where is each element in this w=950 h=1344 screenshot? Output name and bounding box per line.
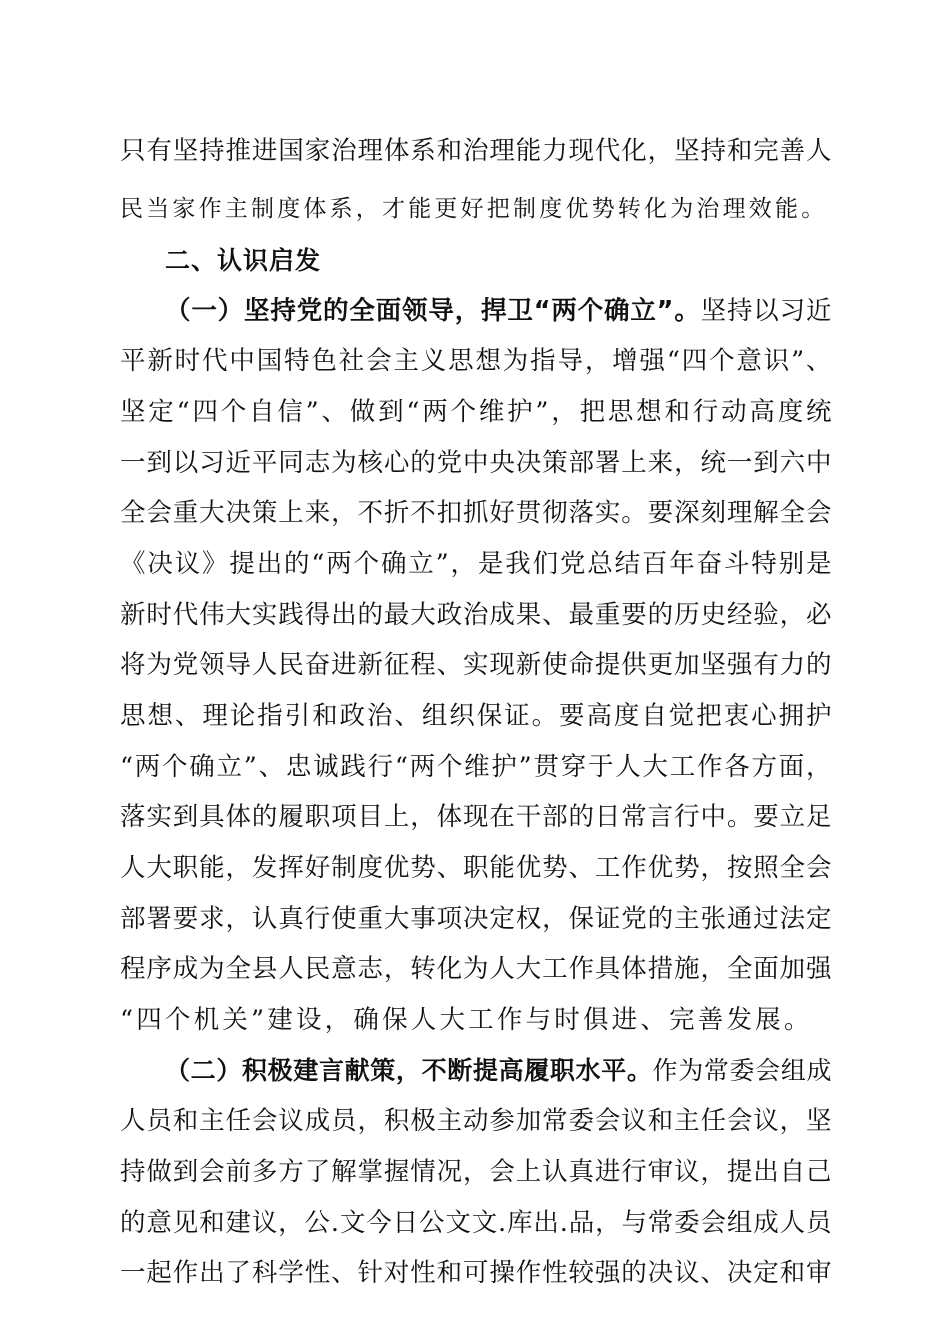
text-line: 部署要求，认真行使重大事项决定权，保证党的主张通过法定 [120,904,832,934]
paragraph-text: 坚持以习近 [700,296,832,326]
text-line: 持做到会前多方了解掌握情况，会上认真进行审议，提出自己 [120,1157,832,1187]
paragraph-lead: （一）坚持党的全面领导，捍卫“两个确立”。 [165,296,701,326]
paragraph-lead: （二）积极建言献策，不断提高履职水平。 [165,1056,653,1085]
text-line: 一起作出了科学性、针对性和可操作性较强的决议、决定和审 [120,1258,832,1288]
text-line: 程序成为全县人民意志，转化为人大工作具体措施，全面加强 [120,954,832,984]
text-line: 落实到具体的履职项目上，体现在干部的日常言行中。要立足 [120,802,832,832]
text-line: 民当家作主制度体系，才能更好把制度优势转化为治理效能。 [120,196,828,222]
text-line: 新时代伟大实践得出的最大政治成果、最重要的历史经验，必 [120,600,832,630]
text-line: 平新时代中国特色社会主义思想为指导，增强“四个意识”、 [120,346,832,376]
text-line: 思想、理论指引和政治、组织保证。要高度自觉把衷心拥护 [120,701,832,731]
text-line: 将为党领导人民奋进新征程、实现新使命提供更加坚强有力的 [120,650,832,680]
text-line: 《决议》提出的“两个确立”，是我们党总结百年奋斗特别是 [120,549,832,579]
text-line: 一到以习近平同志为核心的党中央决策部署上来，统一到六中 [120,448,832,478]
text-line: “两个确立”、忠诚践行“两个维护”贯穿于人大工作各方面， [120,752,832,782]
text-line: “四个机关”建设，确保人大工作与时俱进、完善发展。 [120,1005,813,1035]
paragraph-first-line [165,1051,832,1091]
text-line: 人员和主任会议成员，积极主动参加常委会议和主任会议，坚 [120,1106,832,1136]
text-line: 的意见和建议，公.文今日公文文.库出.品，与常委会组成人员 [120,1208,832,1238]
text-line: 全会重大决策上来，不折不扣抓好贯彻落实。要深刻理解全会 [120,498,832,528]
section-heading: 二、认识启发 [165,246,322,275]
text-line: 人大职能，发挥好制度优势、职能优势、工作优势，按照全会 [120,853,832,883]
text-line: 坚定“四个自信”、做到“两个维护”，把思想和行动高度统 [120,397,832,427]
text-line: 只有坚持推进国家治理体系和治理能力现代化，坚持和完善人 [120,136,832,166]
paragraph-first-line [165,291,832,331]
paragraph-text: 作为常委会组成 [652,1056,832,1085]
